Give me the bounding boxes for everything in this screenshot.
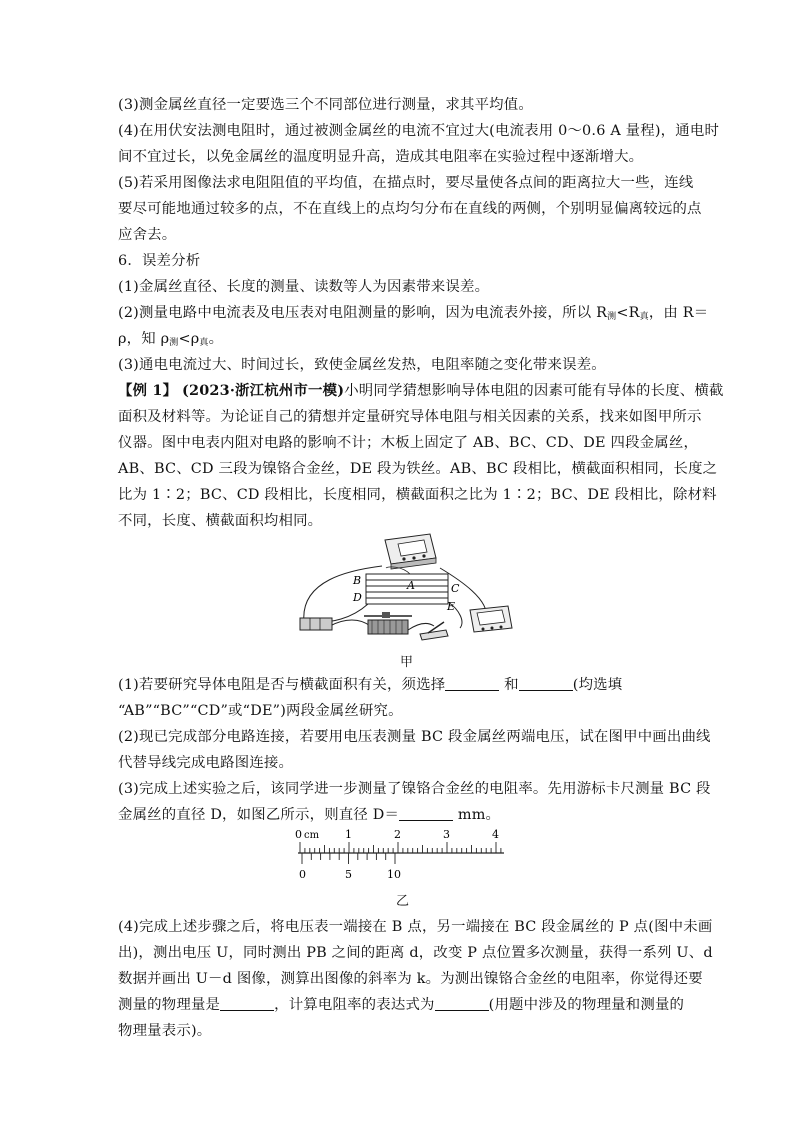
text-line: 应舍去。 [118, 227, 177, 243]
text-line: (5)若采用图像法求电阻阻值的平均值，在描点时，要尽量使各点间的距离拉大一些，连线 [118, 175, 694, 191]
answer-blank[interactable] [519, 676, 573, 691]
example-intro: 【例 1】 (2023·浙江杭州市一模)小明同学猜想影响导体电阻的因素可能有导体的长度、横截 [118, 382, 724, 399]
text-line: AB、BC、CD 三段为镍铬合金丝，DE 段为铁丝。AB、BC 段相比，横截面积相同，长度之 [118, 461, 718, 477]
wire-board [352, 574, 460, 613]
vernier-scale [302, 853, 395, 864]
text-line: 仪器。图中电表内阻对电路的影响不计；木板上固定了 AB、BC、CD、DE 四段金属丝， [118, 435, 699, 451]
question-2: (2)现已完成部分电路连接，若要用电压表测量 BC 段金属丝两端电压，试在图甲中画出曲线 [118, 729, 711, 745]
answer-blank[interactable] [445, 676, 499, 691]
question-4: (4)完成上述步骤之后，将电压表一端接在 B 点，另一端接在 BC 段金属丝的 P 点(图中未画 [118, 919, 713, 935]
rheostat-icon [364, 612, 412, 634]
battery-icon [300, 618, 332, 630]
text-line: 要尽可能地通过较多的点，不在直线上的点均匀分布在直线的两侧，个别明显偏离较远的点 [118, 201, 702, 217]
text-line: ρ，知 $\rho_测<\rho_真$。 [118, 331, 224, 348]
text-line: 金属丝的直径 D，如图乙所示，则直径 D＝ mm。 [118, 807, 501, 823]
label-C: C [451, 582, 460, 595]
vernier-label: 0 [299, 868, 306, 881]
figure-yi-caption: 乙 [396, 894, 410, 909]
main-scale-label: 3 [443, 828, 450, 841]
answer-blank[interactable] [399, 806, 453, 821]
main-scale [300, 842, 501, 853]
text-line: 数据并画出 U－d 图像，测算出图像的斜率为 k。为测出镍铬合金丝的电阻率，你觉得还要 [118, 971, 703, 987]
example-tag: 【例 1】 [118, 382, 178, 399]
text-line: 物理量表示)。 [118, 1023, 212, 1039]
text-line: 比为 1∶2；BC、CD 段相比，长度相同，横截面积之比为 1∶2；BC、DE 段相比，除材料 [118, 487, 717, 503]
figure-yi-caliper [286, 826, 516, 886]
text-line: 间不宜过长，以免金属丝的温度明显升高，造成其电阻率在实验过程中逐渐增大。 [118, 149, 644, 165]
section-heading: 6．误差分析 [118, 253, 201, 269]
text-line: 代替导线完成电路图连接。 [118, 755, 294, 771]
switch-icon [420, 622, 448, 640]
answer-blank[interactable] [435, 996, 489, 1011]
question-1: (1)若要研究导体电阻是否与横截面积有关，须选择 和 (均选填 [118, 677, 623, 693]
label-B: B [353, 574, 362, 587]
text-line: 测量的物理量是 ，计算电阻率的表达式为 (用题中涉及的物理量和测量的 [118, 997, 685, 1013]
main-scale-label: 0 [295, 828, 302, 841]
text-line: 出)，测出电压 U，同时测出 PB 之间的距离 d，改变 P 点位置多次测量，获得一系列 U、d [118, 945, 713, 961]
ammeter-icon [470, 606, 512, 632]
example-source: (2023·浙江杭州市一模) [181, 382, 345, 399]
text-line: “AB”“BC”“CD”或“DE”)两段金属丝研究。 [118, 703, 403, 719]
text-line: (3)测金属丝直径一定要选三个不同部位进行测量，求其平均值。 [118, 97, 533, 113]
text-line: 面积及材料等。为论证自己的猜想并定量研究导体电阻与相关因素的关系，找来如图甲所示 [118, 409, 702, 425]
main-scale-label: 1 [345, 828, 352, 841]
text-line: (1)金属丝直径、长度的测量、读数等人为因素带来误差。 [118, 279, 490, 295]
figure-jia-circuit [290, 530, 520, 650]
figure-jia-caption: 甲 [400, 655, 414, 670]
voltmeter-icon [385, 534, 436, 569]
label-E: E [447, 600, 456, 613]
main-scale-label: 2 [394, 828, 401, 841]
text-line: (4)在用伏安法测电阻时，通过被测金属丝的电流不宜过大(电流表用 0～0.6 A 量程)，通电时 [118, 123, 720, 139]
vernier-label: 5 [345, 868, 352, 881]
text-line: 不同，长度、横截面积均相同。 [118, 513, 323, 529]
label-A: A [407, 579, 415, 592]
question-3: (3)完成上述实验之后，该同学进一步测量了镍铬合金丝的电阻率。先用游标卡尺测量 BC 段 [118, 781, 711, 797]
answer-blank[interactable] [220, 996, 274, 1011]
main-scale-unit: cm [304, 830, 320, 841]
text-line: (3)通电电流过大、时间过长，致使金属丝发热，电阻率随之变化带来误差。 [118, 357, 606, 373]
label-D: D [353, 591, 362, 604]
main-scale-label: 4 [492, 828, 499, 841]
text-line: (2)测量电路中电流表及电压表对电阻测量的影响，因为电流表外接，所以 $R_测<R_真$，由 R＝ [118, 305, 709, 322]
vernier-label: 10 [387, 868, 401, 881]
